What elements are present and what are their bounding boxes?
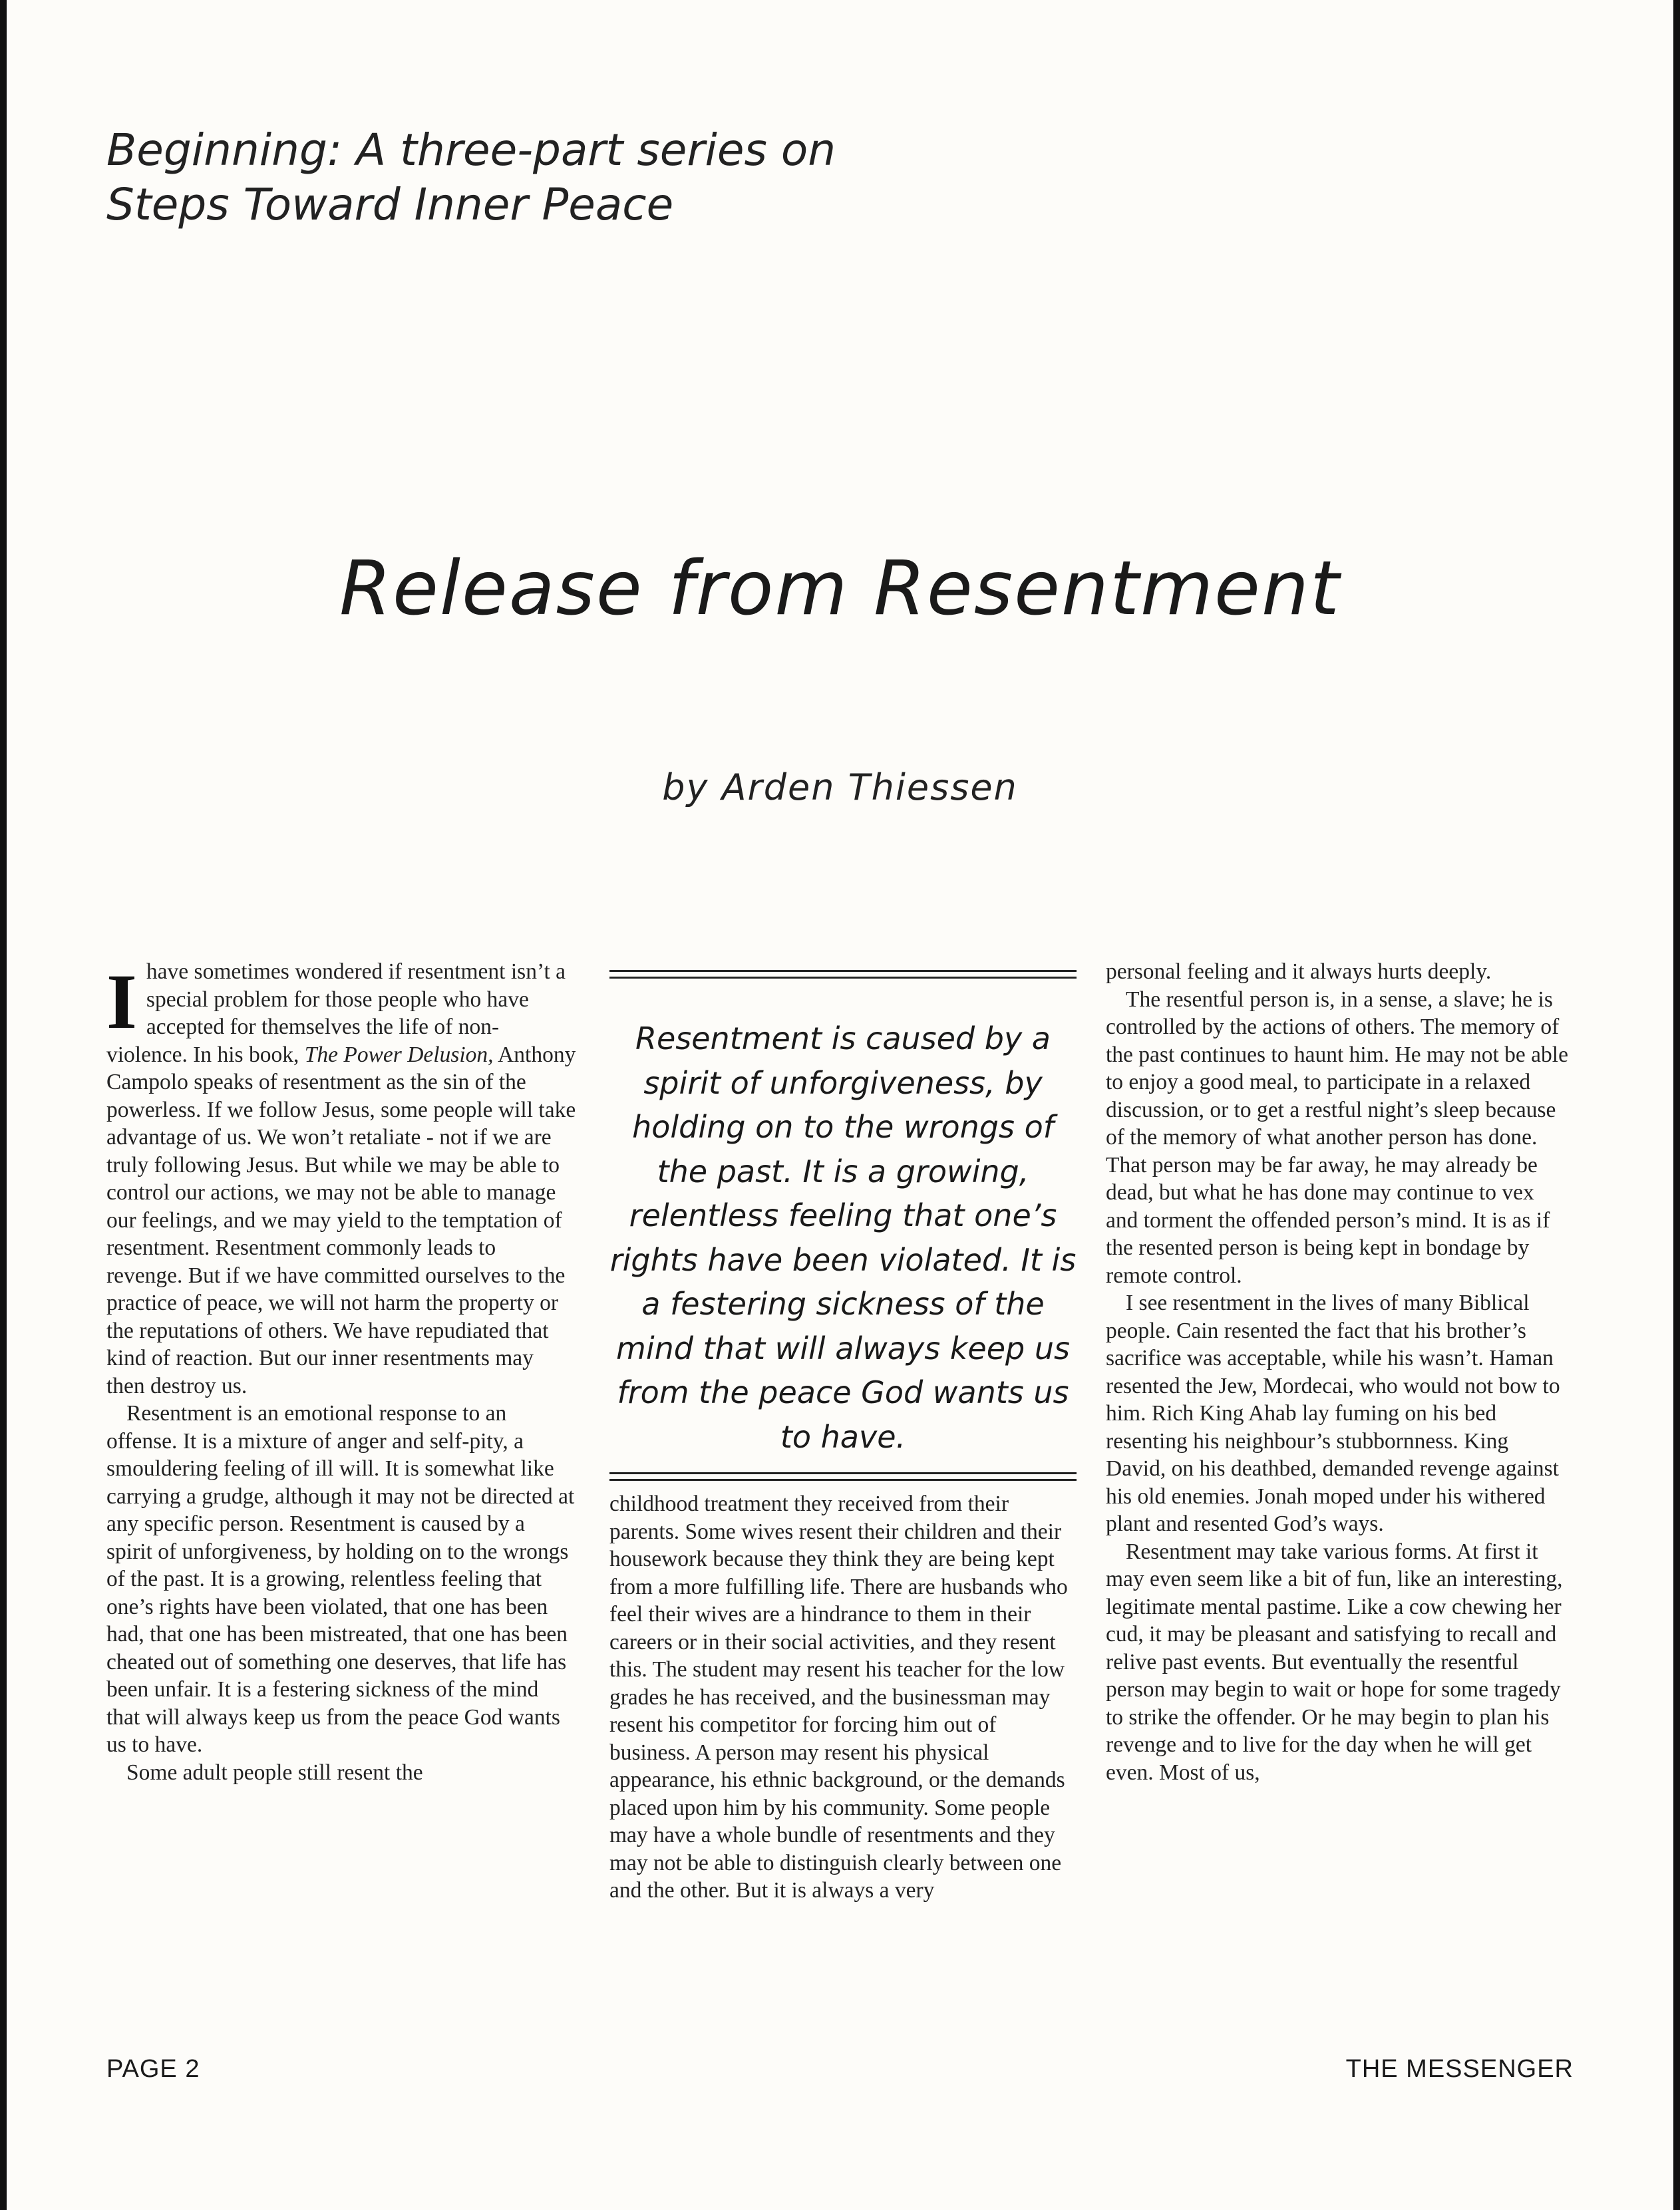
series-title-line-2: Steps Toward Inner Peace	[106, 179, 674, 230]
right-page-edge	[1673, 0, 1680, 2210]
book-title: The Power Delusion,	[304, 1042, 494, 1067]
paragraph: The resentful person is, in a sense, a slave; he is controlled by the actions of others. The memory of the past continues to haunt him. He may not be able to enjoy a good meal, to participate in a relaxed discussion, or to get a restful night’s sleep because of the memory of what another person has done. That person may be far away, he may already be dead, but what he has done may continue to vex and torment the offended person’s mind. It is as if the resented person is being kept in bondage by remote control.	[1106, 987, 1568, 1288]
text-column-1	[106, 958, 576, 1786]
pull-quote-top-rule	[609, 970, 1077, 979]
pull-quote	[609, 958, 1079, 1490]
paragraph: childhood treatment they received from their parents. Some wives resent their children and their housework because they think they are being kept from a more fulfilling life. There are husbands who feel their wives are a hindrance to them in their careers or in their social activities, and they resent this. The student may resent his teacher for the low grades he has received, and the businessman may resent his competitor for forcing him out of business. A person may resent his physical appearance, his ethnic background, or the demands placed upon him by his community. Some people may have a whole bundle of resentments and they may not be able to distinguish clearly between one and the other. But it is always a very	[609, 1492, 1068, 1903]
left-page-edge	[0, 0, 7, 2210]
pull-quote-text: Resentment is caused by a spirit of unforgiveness, by holding on to the wrongs of the past. It is a growing, relentless feeling that one’s rights have been violated. It is a festering sickness of the mind that will always keep us from the peace God wants us to have.	[609, 1021, 1077, 1455]
paragraph: Resentment may take various forms. At first it may even seem like a bit of fun, like an interesting, legitimate mental pastime. Like a cow chewing her cud, it may be pleasant and satisfying to recall and relive past events. But eventually the resentful person may begin to wait or hope for some tragedy to strike the offender. Or he may begin to plan his revenge and to live for the day when he will get even. Most of us,	[1106, 1539, 1563, 1785]
text-column-2	[609, 958, 1079, 1905]
article-title: Release from Resentment	[339, 546, 1341, 632]
paragraph: Ihave sometimes wondered if resentment isn’t a special problem for those people who have accepted for themselves the life of non-violence. In his book, The Power Delusion, Anthony Campolo speaks of resentment as the sin of the powerless. If we follow Jesus, some people will take advantage of us. We won’t retaliate - not if we are truly following Jesus. But while we may be able to control our actions, we may not be able to manage our feelings, and we may yield to the temptation of resentment. Resentment commonly leads to revenge. But if we have committed ourselves to the practice of peace, we will not harm the property or the reputations of others. We have repudiated that kind of reaction. But our inner resentments may then destroy us.	[106, 958, 576, 1398]
text-column-3	[1106, 958, 1572, 1786]
byline: by Arden Thiessen	[662, 766, 1018, 808]
series-title-line-1: Beginning: A three-part series on	[106, 124, 836, 176]
paragraph: Some adult people still resent the	[126, 1760, 423, 1785]
page-number: PAGE 2	[106, 2055, 200, 2083]
paragraph: Resentment is an emotional response to an offense. It is a mixture of anger and self-pity, a smouldering feeling of ill will. It is somewhat like carrying a grudge, although it may not be directed at any specific person. Resentment is caused by a spirit of unforgiveness, by holding on to the wrongs of the past. It is a growing, relentless feeling that one’s rights have been violated, that one has been had, that one has been mistreated, that one has been cheated out of something one deserves, that life has been unfair. It is a festering sickness of the mind that will always keep us from the peace God wants us to have.	[106, 1401, 575, 1757]
paragraph: I see resentment in the lives of many Biblical people. Cain resented the fact that his brother’s sacrifice was acceptable, while his wasn’t. Haman resented the Jew, Mordecai, who would not bow to him. Rich King Ahab lay fuming on his bed resenting his neighbour’s stubbornness. King David, on his deathbed, demanded revenge against his old enemies. Jonah moped under his withered plant and resented God’s ways.	[1106, 1291, 1560, 1536]
pull-quote-bottom-rule	[609, 1472, 1077, 1481]
publication-name: THE MESSENGER	[1345, 2055, 1574, 2083]
series-title	[106, 123, 1038, 232]
drop-cap: I	[106, 958, 137, 1045]
paragraph: personal feeling and it always hurts deeply.	[1106, 959, 1492, 984]
